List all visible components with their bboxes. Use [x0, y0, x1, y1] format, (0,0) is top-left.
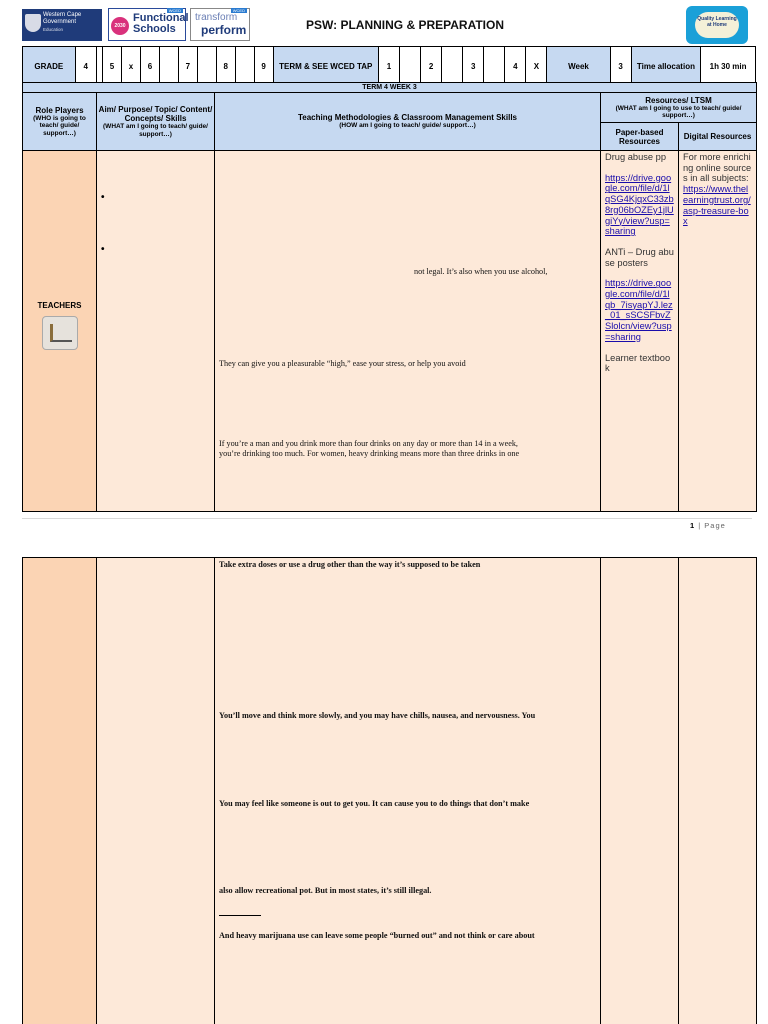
teacher-classroom-icon — [42, 316, 78, 350]
col-header-paper: Paper-based Resources — [601, 123, 679, 151]
grade-4: 4 — [75, 47, 96, 87]
logo-tag: WCED — [232, 8, 245, 13]
planning-table-continued — [22, 557, 757, 1024]
page-label: | Page — [698, 521, 726, 530]
grade-8: 8 — [216, 47, 235, 87]
page-title: PSW: PLANNING & PREPARATION — [306, 18, 505, 32]
col-header-role-players — [23, 93, 97, 151]
western-cape-government-logo — [22, 9, 102, 41]
logo-text: Education — [43, 27, 64, 32]
term-4-mark: X — [526, 47, 547, 87]
term-2-mark — [442, 47, 463, 87]
term-3: 3 — [463, 47, 484, 87]
bullet: • — [101, 244, 105, 255]
planning-table — [22, 82, 757, 512]
meta-table — [22, 46, 756, 87]
aim-cell — [97, 151, 215, 512]
col-header-digital: Digital Resources — [679, 123, 757, 151]
page-header — [22, 6, 754, 44]
resource-text: Learner textbook — [605, 352, 671, 374]
logo-tag: WCED — [168, 8, 181, 13]
digital-resources-cell — [679, 558, 757, 1024]
resource-text: For more enriching online sources in all subjects: — [683, 152, 752, 184]
methodology-cell — [215, 151, 601, 512]
term-week-row: TERM 4 WEEK 3 — [23, 83, 757, 93]
col-header-resources — [601, 93, 757, 123]
short-rule — [219, 915, 261, 916]
method-text: you’re drinking too much. For women, heavy drinking means more than three drinks in one — [219, 449, 520, 458]
grade-9: 9 — [254, 47, 273, 87]
logo-text: Functional Schools — [133, 12, 189, 35]
quality-learning-logo — [686, 6, 748, 44]
page-number — [690, 521, 726, 530]
header-title: Role Players — [35, 105, 84, 115]
term-2: 2 — [421, 47, 442, 87]
resource-text: Drug abuse pp — [605, 152, 666, 162]
method-text: not legal. It’s also when you use alcohol, — [414, 267, 548, 276]
method-text: They can give you a pleasurable “high,” ease your stress, or help you avoid — [219, 359, 466, 368]
term-label: TERM & SEE WCED TAP — [273, 47, 378, 87]
term-1: 1 — [378, 47, 399, 87]
logo-text: Government — [43, 19, 77, 25]
paper-resources-cell — [601, 558, 679, 1024]
time-allocation-value: 1h 30 min — [701, 47, 756, 87]
term-1-mark — [399, 47, 420, 87]
header-sub: (WHAT am I going to teach/ guide/ support…) — [103, 123, 208, 138]
digital-resources-cell — [679, 151, 757, 512]
header-sub: (WHAT am I going to use to teach/ guide/ support…) — [615, 104, 742, 119]
footer-divider — [22, 518, 752, 519]
grade-7-mark — [197, 47, 216, 87]
method-text: also allow recreational pot. But in most states, it’s still illegal. — [219, 886, 432, 895]
logo-text: Quality Learning at Home — [695, 12, 739, 38]
header-sub: (WHO is going to teach/ guide/ support…) — [33, 114, 86, 137]
aim-cell — [97, 558, 215, 1024]
grade-5-mark: x — [121, 47, 140, 87]
bullet: • — [101, 192, 105, 203]
logo-text: perform — [201, 23, 247, 37]
grade-6: 6 — [140, 47, 159, 87]
role-label: TEACHERS — [37, 301, 82, 310]
role-cell — [23, 151, 97, 512]
role-cell — [23, 558, 97, 1024]
header-title: Resources/ LTSM — [645, 95, 712, 105]
week-value: 3 — [610, 47, 631, 87]
time-allocation-label: Time allocation — [631, 47, 701, 87]
grade-5: 5 — [103, 47, 122, 87]
resource-text: ANTi – Drug abuse posters — [605, 246, 674, 268]
transform-perform-logo — [190, 8, 250, 41]
method-text: You’ll move and think more slowly, and you may have chills, nausea, and nervousness. You — [219, 711, 536, 720]
methodology-cell — [215, 558, 601, 1024]
logo-badge: 2030 — [111, 17, 129, 35]
grade-6-mark — [159, 47, 178, 87]
term-3-mark — [484, 47, 505, 87]
method-text: You may feel like someone is out to get you. It can cause you to do things that don’t make — [219, 799, 530, 808]
paper-resources-cell — [601, 151, 679, 512]
crest-icon — [25, 14, 41, 32]
resource-link[interactable]: https://www.thelearningtrust.org/asp-treasure-box — [683, 184, 751, 227]
method-text: Take extra doses or use a drug other than the way it’s supposed to be taken — [219, 560, 481, 569]
week-label: Week — [547, 47, 610, 87]
grade-label: GRADE — [23, 47, 76, 87]
method-text: If you’re a man and you drink more than four drinks on any day or more than 14 in a week, — [219, 439, 518, 448]
method-text: And heavy marijuana use can leave some people “burned out” and not think or care about — [219, 931, 535, 940]
page-number-value: 1 — [690, 521, 696, 530]
grade-8-mark — [235, 47, 254, 87]
functional-schools-logo — [108, 8, 189, 41]
resource-link[interactable]: https://drive.google.com/file/d/1lqSG4KjqxC33zb8rg06bOZEy1jlUgiYy/view?usp=sharing — [605, 172, 674, 237]
term-4: 4 — [505, 47, 526, 87]
logo-text: Western Cape — [43, 12, 82, 18]
header-title: Teaching Methodologies & Classroom Management Skills — [297, 113, 517, 123]
header-sub: (HOW am I going to teach/ guide/ support…) — [339, 122, 476, 130]
col-header-methodologies — [215, 93, 601, 151]
logo-text: transform — [195, 12, 238, 23]
col-header-aim — [97, 93, 215, 151]
resource-link[interactable]: https://drive.google.com/file/d/1lqb_7isyapYJ.lez_01_sSCSFbvZSlolcn/view?usp=sharing — [605, 278, 673, 342]
grade-7: 7 — [178, 47, 197, 87]
header-title: Aim/ Purpose/ Topic/ Content/ Concepts/ Skills — [98, 105, 213, 123]
